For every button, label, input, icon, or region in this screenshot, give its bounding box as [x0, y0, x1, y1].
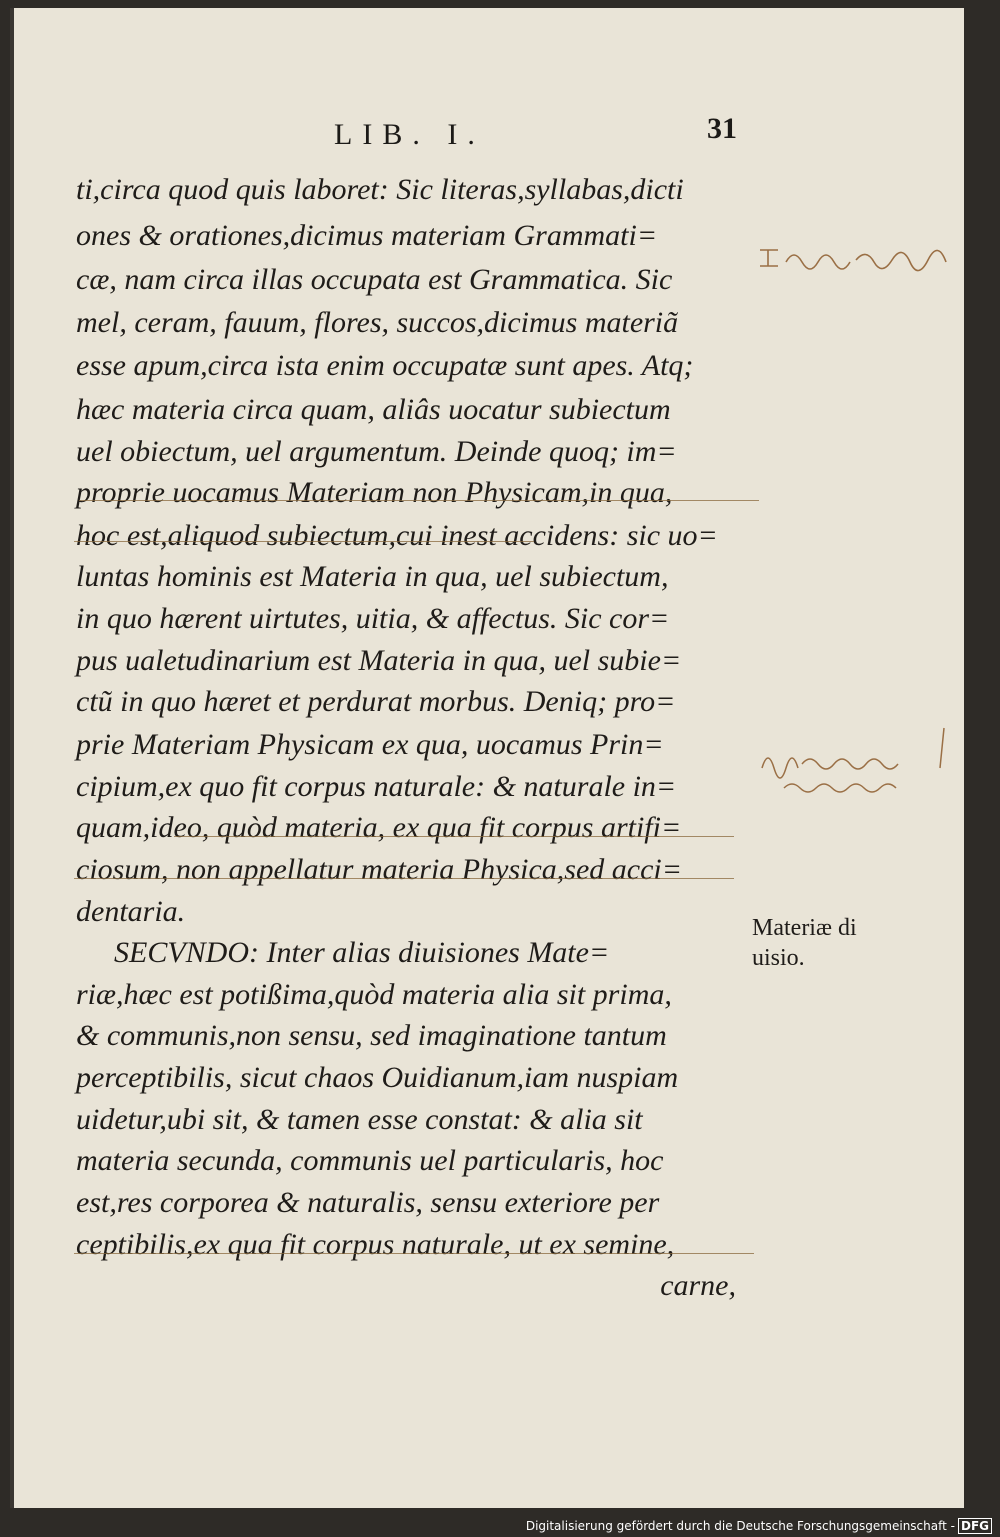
- handwritten-note: [756, 240, 961, 280]
- marginal-line-2: uisio.: [752, 945, 805, 971]
- text-line-1: ti,circa quod quis laboret: Sic literas,syllabas,dicti: [76, 173, 684, 206]
- text-line-21: & communis,non sensu, sed imaginatione tantum: [76, 1019, 667, 1052]
- dfg-logo: DFG: [958, 1518, 992, 1534]
- text-line-16: quam,ideo, quòd materia, ex qua fit corpus artifi=: [76, 811, 682, 844]
- handwritten-note: [756, 718, 966, 798]
- manuscript-underline: [74, 541, 534, 542]
- text-line-9: hoc est,aliquod subiectum,cui inest accidens: sic uo=: [76, 519, 718, 552]
- text-line-22: perceptibilis, sicut chaos Ouidianum,iam nuspiam: [76, 1061, 679, 1094]
- text-line-15: cipium,ex quo fit corpus naturale: & naturale in=: [76, 770, 677, 803]
- text-line-19: SECVNDO: Inter alias diuisiones Mate=: [114, 936, 610, 969]
- printed-marginal-note: [752, 913, 902, 973]
- page-number: 31: [707, 112, 737, 145]
- digitization-credit: [526, 1519, 992, 1533]
- text-line-12: pus ualetudinarium est Materia in qua, uel subie=: [76, 644, 682, 677]
- text-line-26: ceptibilis,ex qua fit corpus naturale, ut ex semine,: [76, 1228, 675, 1261]
- manuscript-underline: [74, 878, 734, 879]
- text-line-8: proprie uocamus Materiam non Physicam,in qua,: [76, 476, 673, 509]
- manuscript-underline: [174, 836, 734, 837]
- text-line-13: ctũ in quo hæret et perdurat morbus. Deniq; pro=: [76, 685, 676, 718]
- text-line-10: luntas hominis est Materia in qua, uel subiectum,: [76, 560, 669, 593]
- text-line-11: in quo hærent uirtutes, uitia, & affectus. Sic cor=: [76, 602, 670, 635]
- text-line-7: uel obiectum, uel argumentum. Deinde quoq; im=: [76, 435, 677, 468]
- marginal-line-1: Materiæ di: [752, 915, 857, 941]
- book-page: [10, 8, 964, 1508]
- text-line-24: materia secunda, communis uel particularis, hoc: [76, 1144, 664, 1177]
- text-line-5: esse apum,circa ista enim occupatæ sunt apes. Atq;: [76, 349, 694, 382]
- text-line-17: ciosum, non appellatur materia Physica,sed acci=: [76, 853, 682, 886]
- text-line-3: cæ, nam circa illas occupata est Grammatica. Sic: [76, 263, 673, 296]
- text-line-4: mel, ceram, fauum, flores, succos,dicimus materiã: [76, 306, 679, 339]
- running-head: LIB. I.: [334, 118, 485, 151]
- text-line-20: riæ,hæc est potißima,quòd materia alia sit prima,: [76, 978, 672, 1011]
- text-line-25: est,res corporea & naturalis, sensu exteriore per: [76, 1186, 660, 1219]
- text-line-6: hæc materia circa quam, aliâs uocatur subiectum: [76, 393, 671, 426]
- manuscript-underline: [79, 500, 759, 501]
- credit-text: Digitalisierung gefördert durch die Deutsche Forschungsgemeinschaft -: [525, 1519, 955, 1533]
- text-line-18: dentaria.: [76, 895, 186, 928]
- text-line-2: ones & orationes,dicimus materiam Grammati=: [76, 219, 658, 252]
- text-line-27: carne,: [660, 1269, 736, 1302]
- text-line-14: prie Materiam Physicam ex qua, uocamus Prin=: [76, 728, 664, 761]
- text-line-23: uidetur,ubi sit, & tamen esse constat: & alia sit: [76, 1103, 643, 1136]
- manuscript-underline: [74, 1253, 754, 1254]
